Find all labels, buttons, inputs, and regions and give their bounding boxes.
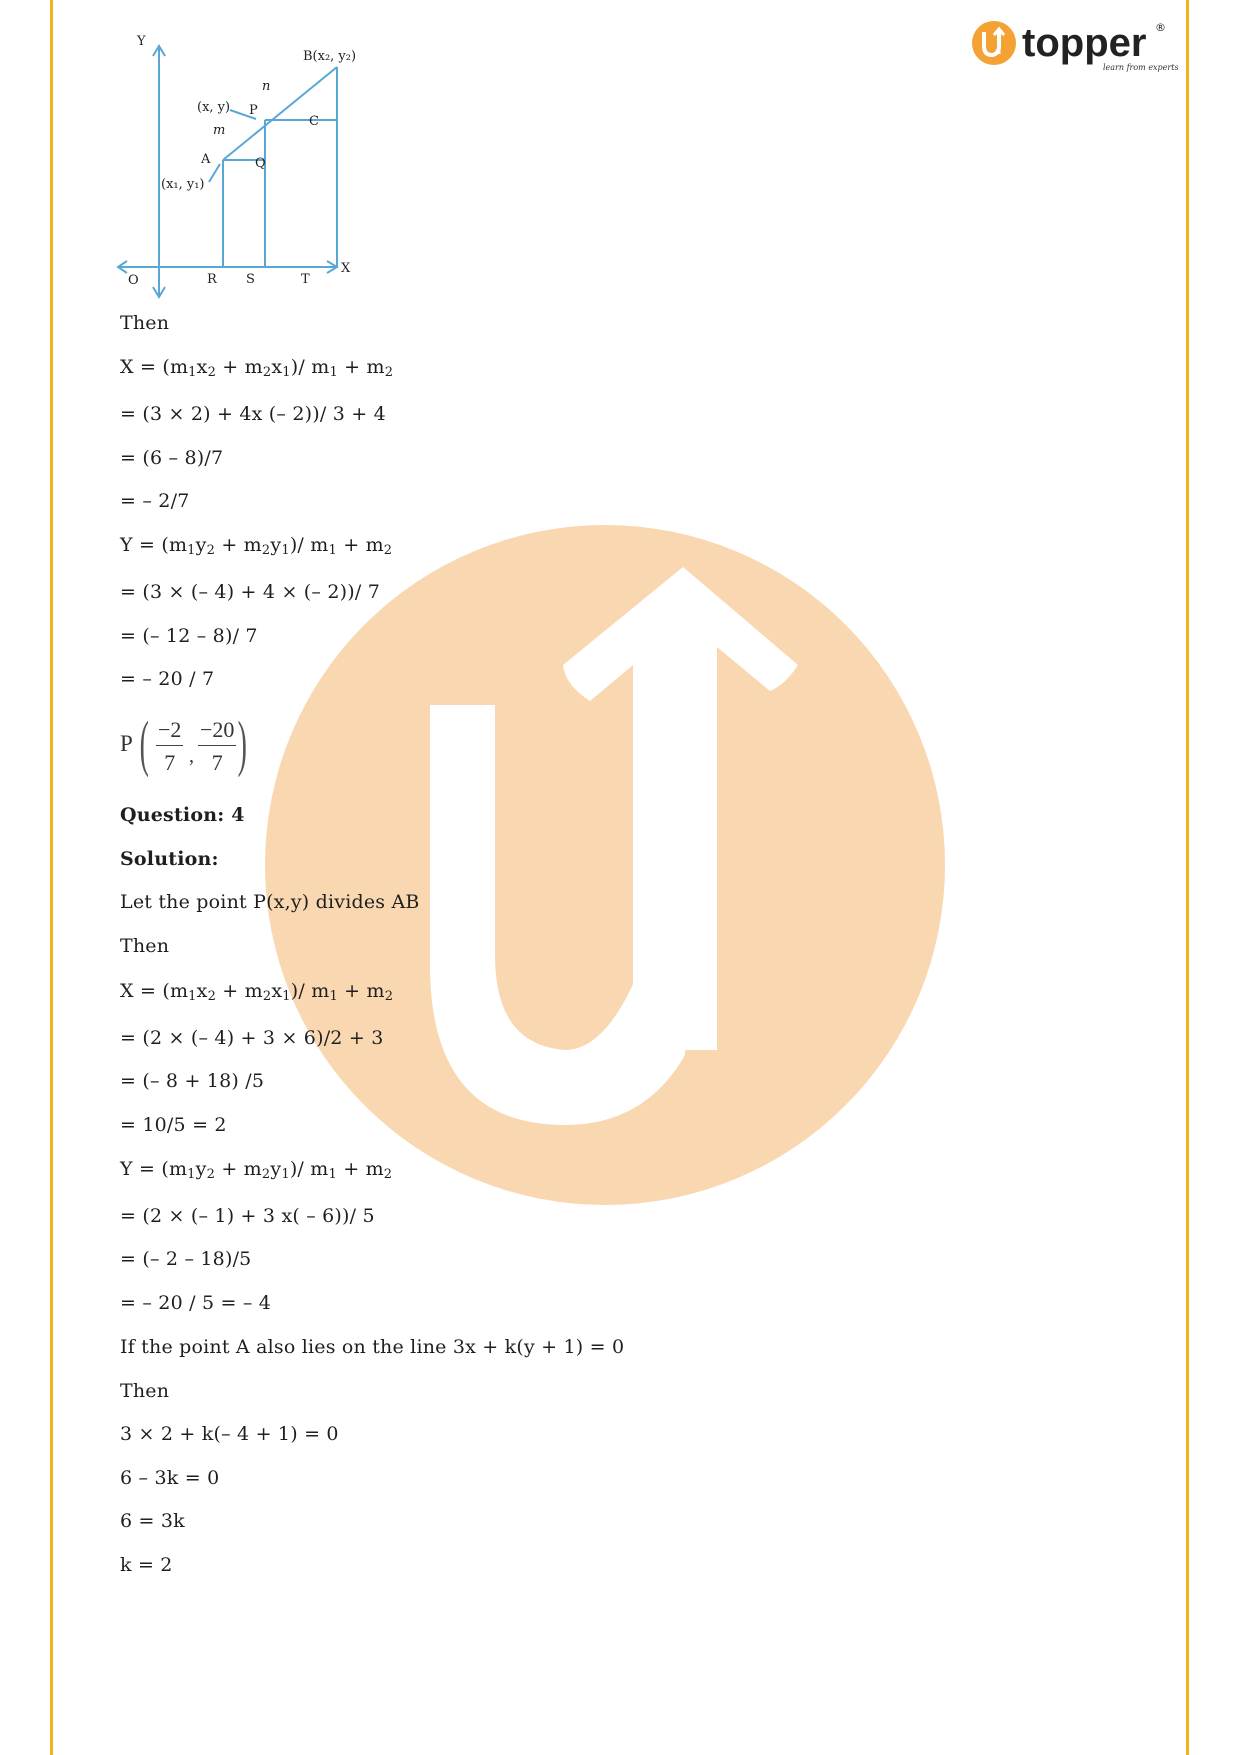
text-line: k = 2 (120, 1554, 173, 1576)
text-line: Then (120, 312, 170, 334)
text-line: = (2 × (– 4) + 3 × 6)/2 + 3 (120, 1027, 384, 1049)
svg-text:®: ® (1155, 21, 1166, 34)
label-r: R (207, 272, 217, 287)
question-heading: Question: 4 (120, 804, 245, 826)
label-origin: O (128, 273, 139, 288)
text-line: Then (120, 1380, 170, 1402)
text-line: = (6 – 8)/7 (120, 447, 224, 469)
label-n: n (262, 79, 271, 94)
svg-text:learn from experts: learn from experts (1103, 63, 1179, 72)
point-p-fraction: P ( $\frac{-2}{7}$ , $\frac{-20}{7}$ ) (120, 710, 247, 778)
formula-y-2: $Y = (m_1y_2 + m_2y_1)/$ $m_1 + m_2$ (120, 1158, 393, 1182)
formula-x-1: $X = (m_1x_2 + m_2x_1)/$ $m_1 + m_2$ (120, 356, 394, 380)
formula-x-2: $X = (m_1x_2 + m_2x_1)/$ $m_1 + m_2$ (120, 980, 394, 1004)
label-q: Q (255, 156, 266, 171)
label-a-coord: (x₁, y₁) (161, 177, 205, 192)
text-line: 6 = 3k (120, 1510, 185, 1532)
page-border-right (1186, 0, 1189, 1755)
watermark-logo-icon (265, 525, 945, 1205)
page-border-left (50, 0, 53, 1755)
text-line: = – 20 / 7 (120, 668, 215, 690)
text-line: = (2 × (– 1) + 3 x( – 6))/ 5 (120, 1205, 375, 1227)
label-p: P (249, 103, 258, 118)
text-line: Let the point P(x,y) divides AB (120, 891, 420, 913)
solution-heading: Solution: (120, 848, 219, 870)
text-line: = (– 2 – 18)/5 (120, 1248, 252, 1270)
svg-text:topper: topper (1022, 21, 1147, 65)
text-line: = (3 × 2) + 4x (– 2))/ 3 + 4 (120, 403, 386, 425)
text-line: 6 – 3k = 0 (120, 1467, 220, 1489)
text-line: If the point A also lies on the line 3x + k(y + 1) = 0 (120, 1336, 625, 1358)
text-line: = 10/5 = 2 (120, 1114, 227, 1136)
text-line: Then (120, 935, 170, 957)
topper-logo (970, 18, 1179, 78)
text-line: = (– 8 + 18) /5 (120, 1070, 265, 1092)
label-t: T (301, 272, 310, 287)
text-line: = – 2/7 (120, 490, 190, 512)
label-x: X (341, 261, 351, 276)
text-line: 3 × 2 + k(– 4 + 1) = 0 (120, 1423, 339, 1445)
label-y: Y (137, 34, 146, 49)
label-s: S (246, 272, 255, 287)
label-c: C (309, 114, 319, 129)
text-line: = (– 12 – 8)/ 7 (120, 625, 258, 647)
label-b: B(x₂, y₂) (303, 49, 357, 64)
text-line: = (3 × (– 4) + 4 × (– 2))/ 7 (120, 581, 380, 603)
label-m: m (213, 123, 226, 138)
section-formula-diagram (115, 30, 415, 305)
formula-y-1: $Y = (m_1y_2 + m_2y_1)/$ $m_1 + m_2$ (120, 534, 393, 558)
text-line: = – 20 / 5 = – 4 (120, 1292, 272, 1314)
label-a: A (201, 152, 211, 167)
label-p-coord: (x, y) (197, 100, 231, 115)
